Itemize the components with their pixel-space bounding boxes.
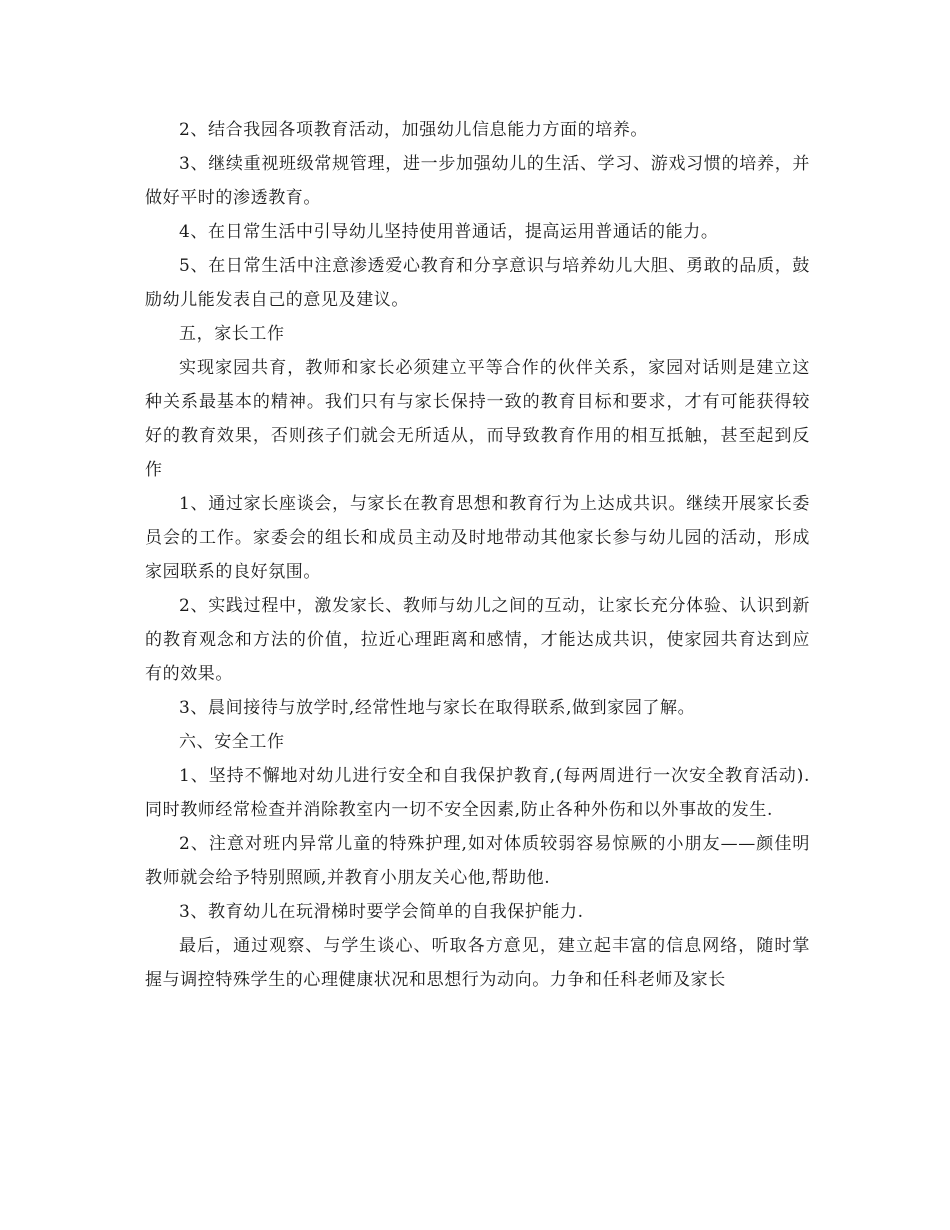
paragraph: 1、通过家长座谈会，与家长在教育思想和教育行为上达成共识。继续开展家长委员会的工作。家委会的组长和成员主动及时地带动其他家长参与幼儿园的活动，形成家园联系的良好氛围。 [145, 494, 810, 582]
paragraph: 最后，通过观察、与学生谈心、听取各方意见，建立起丰富的信息网络，随时掌握与调控特殊学生的心理健康状况和思想行为动向。力争和任科老师及家长 [145, 936, 810, 990]
paragraph: 实现家园共育，教师和家长必须建立平等合作的伙伴关系，家园对话则是建立这种关系最基本的精神。我们只有与家长保持一致的教育目标和要求，才有可能获得较好的教育效果，否则孩子们就会无所适从，而导致教育作用的相互抵触，甚至起到反作 [145, 358, 810, 480]
paragraph: 3、教育幼儿在玩滑梯时要学会简单的自我保护能力. [179, 902, 584, 922]
paragraph: 3、晨间接待与放学时,经常性地与家长在取得联系,做到家园了解。 [179, 698, 696, 718]
paragraph: 1、坚持不懈地对幼儿进行安全和自我保护教育,(每两周进行一次安全教育活动).同时教师经常检查并消除教室内一切不安全因素,防止各种外伤和以外事故的发生. [145, 766, 810, 820]
paragraph: 2、结合我园各项教育活动，加强幼儿信息能力方面的培养。 [179, 120, 649, 140]
document-body [145, 113, 810, 997]
paragraph: 4、在日常生活中引导幼儿坚持使用普通话，提高运用普通话的能力。 [179, 222, 719, 242]
paragraph: 2、实践过程中，激发家长、教师与幼儿之间的互动，让家长充分体验、认识到新的教育观念和方法的价值，拉近心理距离和感情，才能达成共识，使家园共育达到应有的效果。 [145, 596, 810, 684]
section-heading: 六、安全工作 [179, 732, 285, 752]
paragraph: 3、继续重视班级常规管理，进一步加强幼儿的生活、学习、游戏习惯的培养，并做好平时的渗透教育。 [145, 154, 810, 208]
section-heading: 五，家长工作 [179, 324, 285, 344]
paragraph: 2、注意对班内异常儿童的特殊护理,如对体质较弱容易惊厥的小朋友——颜佳明教师就会给予特别照顾,并教育小朋友关心他,帮助他. [145, 834, 810, 888]
paragraph: 5、在日常生活中注意渗透爱心教育和分享意识与培养幼儿大胆、勇敢的品质，鼓励幼儿能发表自己的意见及建议。 [145, 256, 810, 310]
